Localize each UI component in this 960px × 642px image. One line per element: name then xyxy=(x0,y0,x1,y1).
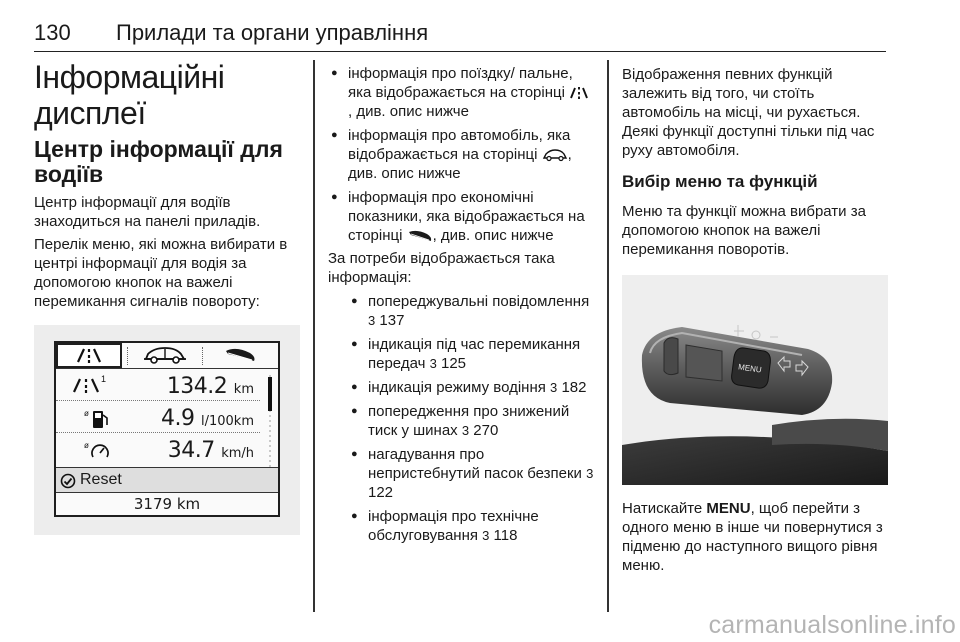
tab-vehicle xyxy=(132,343,198,368)
column-right xyxy=(622,58,888,579)
tab-eco xyxy=(206,343,272,368)
reset-label: Reset xyxy=(80,471,122,488)
paragraph: Центр інформації для водіїв знаходиться на панелі приладів. xyxy=(34,194,261,230)
paragraph: Натискайте MENU, щоб перейти з одного меню в інше чи повернутися з підменю до наступного вищого рівня меню. xyxy=(622,500,883,574)
display-row-speed xyxy=(56,435,260,465)
page-ref-arrow-icon: 3 xyxy=(461,423,470,438)
page-ref-arrow-icon: 3 xyxy=(586,466,594,481)
check-circle-icon xyxy=(60,473,76,489)
page-ref[interactable]: 118 xyxy=(493,527,518,544)
section-heading: Інформаційні дисплеї xyxy=(34,59,225,131)
page-ref-arrow-icon: 3 xyxy=(550,380,558,395)
list-item: ● попередження про знижений тиск у шинах 3 270 xyxy=(348,402,594,440)
average-speed-value: 34.7 km/h xyxy=(167,438,254,463)
page-ref[interactable]: 137 xyxy=(379,312,405,329)
list-item: ● індикація режиму водіння 3 182 xyxy=(348,378,594,397)
page-ref-arrow-icon: 3 xyxy=(429,356,437,371)
driver-info-display xyxy=(54,341,280,517)
page-ref[interactable]: 122 xyxy=(368,484,394,501)
list-item: ● нагадування про непристебнутий пасок безпеки 3 122 xyxy=(348,445,594,502)
page-ref-arrow-icon: 3 xyxy=(368,313,376,328)
svg-text:ø: ø xyxy=(84,441,89,450)
scroll-indicator xyxy=(266,375,274,473)
list-item: ● попереджувальні повідомлення 3 137 xyxy=(348,292,594,330)
running-title: Прилади та органи управління xyxy=(116,20,429,45)
car-icon xyxy=(132,343,198,367)
list-item: ● інформація про економічні показники, яка відображається на сторінці , див. опис нижче xyxy=(328,188,594,245)
column-divider xyxy=(607,60,609,612)
list-item: ● індикація під час перемикання передач 3 125 xyxy=(348,335,594,373)
driver-info-display-figure xyxy=(34,325,300,535)
eco-leaf-icon xyxy=(407,228,433,243)
trip-icon xyxy=(68,373,110,395)
turn-signal-lever-image xyxy=(622,275,888,485)
page-list xyxy=(328,64,594,245)
page-number: 130 xyxy=(34,20,71,45)
trip-distance-value: 134.2 km xyxy=(166,374,254,399)
display-tabs xyxy=(56,343,278,369)
paragraph: Відображення певних функцій залежить від того, чи стоїть автомобіль на місці, чи рухається. Деякі функції доступні тільки під час руху автомобіля. xyxy=(622,66,875,159)
page-ref[interactable]: 270 xyxy=(473,422,499,439)
column-divider xyxy=(313,60,315,612)
svg-text:ø: ø xyxy=(84,409,89,418)
stalk-menu-label: MENU xyxy=(737,362,763,375)
menu-button-label: MENU xyxy=(706,500,751,517)
paragraph: Меню та функції можна вибрати за допомогою кнопок на важелі перемикання поворотів. xyxy=(622,203,866,258)
tab-separator xyxy=(202,347,203,365)
paragraph: Перелік меню, які можна вибирати в центрі інформації для водія за допомогою кнопок на важелі перемикання сигналів повороту: xyxy=(34,236,288,310)
fuel-consumption-value: 4.9 l/100km xyxy=(161,406,254,431)
turn-signal-lever-photo xyxy=(622,275,888,485)
speedometer-icon xyxy=(84,439,112,463)
list-item: ● інформація про поїздку/ пальне, яка відображається на сторінці , див. опис нижче xyxy=(328,64,594,121)
page-ref-arrow-icon: 3 xyxy=(482,528,490,543)
fuel-pump-icon xyxy=(84,407,112,431)
subsection-heading: Вибір меню та функцій xyxy=(622,172,818,191)
page-ref[interactable]: 125 xyxy=(440,355,467,372)
trip-icon xyxy=(58,345,120,366)
tab-trip xyxy=(56,343,122,368)
column-middle xyxy=(328,58,594,550)
display-row-trip xyxy=(56,371,260,401)
trip-icon xyxy=(569,85,591,100)
eco-leaf-icon xyxy=(206,343,272,367)
watermark: carmanualsonline.info xyxy=(708,611,956,639)
car-icon xyxy=(542,147,568,162)
page-ref[interactable]: 182 xyxy=(561,379,587,396)
info-list xyxy=(328,292,594,545)
paragraph: За потреби відображається така інформація: xyxy=(328,250,555,286)
list-item: ● інформація про технічне обслуговування 3 118 xyxy=(348,507,594,545)
list-item: ● інформація про автомобіль, яка відображається на сторінці , див. опис нижче xyxy=(328,126,594,183)
subsection-heading: Центр інформації для водіїв xyxy=(34,136,283,187)
odometer-value: 3179 km xyxy=(133,495,201,513)
reset-row xyxy=(56,467,278,493)
tab-separator xyxy=(127,347,128,365)
column-left xyxy=(34,58,300,535)
page-header xyxy=(34,18,886,52)
display-row-fuel xyxy=(56,403,260,433)
svg-text:1: 1 xyxy=(101,374,107,384)
